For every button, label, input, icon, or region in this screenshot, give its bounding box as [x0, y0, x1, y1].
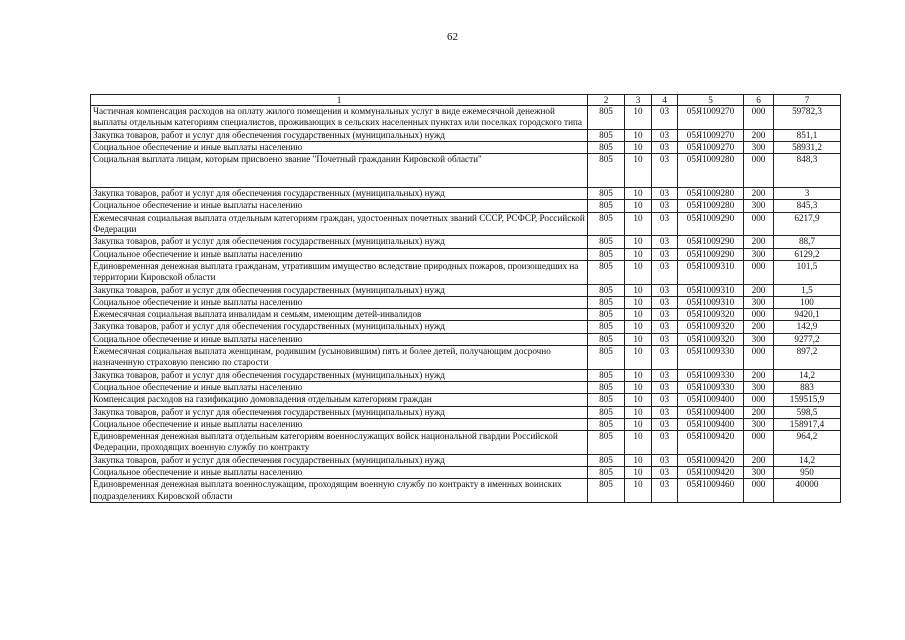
row-expense-type-cell: 200: [744, 406, 774, 418]
row-subsection-cell: 03: [652, 431, 678, 455]
row-expense-type-cell: 200: [744, 369, 774, 381]
row-amount-cell: 158917,4: [774, 418, 841, 430]
row-expense-type-cell: 300: [744, 467, 774, 479]
row-name-cell: Социальное обеспечение и иные выплаты населению: [91, 248, 588, 260]
row-name-cell: Закупка товаров, работ и услуг для обеспечения государственных (муниципальных) нужд: [91, 321, 588, 333]
row-expense-type-cell: 200: [744, 188, 774, 200]
row-section-cell: 10: [625, 321, 652, 333]
row-amount-cell: 9420,1: [774, 309, 841, 321]
row-name-cell: Закупка товаров, работ и услуг для обеспечения государственных (муниципальных) нужд: [91, 284, 588, 296]
row-section-cell: 10: [625, 467, 652, 479]
row-name-cell: Закупка товаров, работ и услуг для обеспечения государственных (муниципальных) нужд: [91, 406, 588, 418]
row-target-article-cell: 05Я1009310: [678, 284, 744, 296]
column-header-7: 7: [774, 95, 841, 106]
row-section-cell: 10: [625, 418, 652, 430]
page-number: 62: [447, 31, 458, 43]
row-admin-code-cell: 805: [588, 369, 625, 381]
row-expense-type-cell: 200: [744, 321, 774, 333]
row-section-cell: 10: [625, 346, 652, 370]
row-target-article-cell: 05Я1009420: [678, 454, 744, 466]
row-subsection-cell: 03: [652, 321, 678, 333]
row-target-article-cell: 05Я1009280: [678, 200, 744, 212]
row-admin-code-cell: 805: [588, 479, 625, 503]
budget-table: [90, 94, 841, 503]
row-name-cell: Закупка товаров, работ и услуг для обеспечения государственных (муниципальных) нужд: [91, 454, 588, 466]
row-name-cell: Единовременная денежная выплата военнослужащим, проходящим военную службу по контракту в именных воинских подразделениях Кировской области: [91, 479, 588, 503]
table-row: [91, 106, 841, 130]
row-name-cell: Социальное обеспечение и иные выплаты населению: [91, 381, 588, 393]
row-subsection-cell: 03: [652, 381, 678, 393]
row-expense-type-cell: 300: [744, 296, 774, 308]
row-amount-cell: 897,2: [774, 346, 841, 370]
row-admin-code-cell: 805: [588, 346, 625, 370]
row-name-cell: Ежемесячная социальная выплата женщинам, родившим (усыновившим) пять и более детей, получающим досрочно назначенную страховую пенсию по старости: [91, 346, 588, 370]
row-amount-cell: 142,9: [774, 321, 841, 333]
row-expense-type-cell: 000: [744, 260, 774, 284]
row-section-cell: 10: [625, 431, 652, 455]
row-name-cell: Закупка товаров, работ и услуг для обеспечения государственных (муниципальных) нужд: [91, 129, 588, 141]
row-expense-type-cell: 300: [744, 141, 774, 153]
row-expense-type-cell: 200: [744, 454, 774, 466]
row-amount-cell: 851,1: [774, 129, 841, 141]
row-subsection-cell: 03: [652, 406, 678, 418]
row-expense-type-cell: 200: [744, 129, 774, 141]
row-amount-cell: 40000: [774, 479, 841, 503]
row-amount-cell: 101,5: [774, 260, 841, 284]
table-row: [91, 260, 841, 284]
row-name-cell: Социальное обеспечение и иные выплаты населению: [91, 333, 588, 345]
row-amount-cell: 100: [774, 296, 841, 308]
row-expense-type-cell: 000: [744, 106, 774, 130]
row-section-cell: 10: [625, 309, 652, 321]
row-admin-code-cell: 805: [588, 296, 625, 308]
row-expense-type-cell: 000: [744, 479, 774, 503]
row-section-cell: 10: [625, 381, 652, 393]
table-row: [91, 248, 841, 260]
row-subsection-cell: 03: [652, 188, 678, 200]
table-row: [91, 296, 841, 308]
table-row: [91, 418, 841, 430]
row-amount-cell: 3: [774, 188, 841, 200]
row-section-cell: 10: [625, 260, 652, 284]
row-target-article-cell: 05Я1009400: [678, 406, 744, 418]
row-admin-code-cell: 805: [588, 467, 625, 479]
row-target-article-cell: 05Я1009270: [678, 106, 744, 130]
row-section-cell: 10: [625, 188, 652, 200]
row-amount-cell: 848,3: [774, 154, 841, 188]
row-expense-type-cell: 200: [744, 236, 774, 248]
column-header-1: 1: [91, 95, 588, 106]
row-target-article-cell: 05Я1009400: [678, 418, 744, 430]
row-target-article-cell: 05Я1009290: [678, 212, 744, 236]
column-header-3: 3: [625, 95, 652, 106]
row-admin-code-cell: 805: [588, 309, 625, 321]
row-target-article-cell: 05Я1009420: [678, 431, 744, 455]
row-section-cell: 10: [625, 284, 652, 296]
row-admin-code-cell: 805: [588, 381, 625, 393]
row-section-cell: 10: [625, 106, 652, 130]
row-amount-cell: 9277,2: [774, 333, 841, 345]
row-amount-cell: 14,2: [774, 369, 841, 381]
row-admin-code-cell: 805: [588, 236, 625, 248]
row-expense-type-cell: 000: [744, 309, 774, 321]
table-row: [91, 467, 841, 479]
table-row: [91, 369, 841, 381]
row-subsection-cell: 03: [652, 394, 678, 406]
table-row: [91, 406, 841, 418]
row-target-article-cell: 05Я1009460: [678, 479, 744, 503]
table-row: [91, 141, 841, 153]
row-amount-cell: 950: [774, 467, 841, 479]
row-name-cell: Единовременная денежная выплата отдельным категориям военнослужащих войск национальной гвардии Российской Федерации, проходящих военную службу по контракту: [91, 431, 588, 455]
row-admin-code-cell: 805: [588, 212, 625, 236]
row-expense-type-cell: 000: [744, 431, 774, 455]
table-row: [91, 333, 841, 345]
row-amount-cell: 59782,3: [774, 106, 841, 130]
row-name-cell: Социальное обеспечение и иные выплаты населению: [91, 200, 588, 212]
table-row: [91, 346, 841, 370]
row-target-article-cell: 05Я1009320: [678, 321, 744, 333]
row-target-article-cell: 05Я1009290: [678, 236, 744, 248]
row-subsection-cell: 03: [652, 236, 678, 248]
row-admin-code-cell: 805: [588, 200, 625, 212]
row-amount-cell: 6217,9: [774, 212, 841, 236]
row-subsection-cell: 03: [652, 212, 678, 236]
row-amount-cell: 883: [774, 381, 841, 393]
row-name-cell: Социальная выплата лицам, которым присвоено звание "Почетный гражданин Кировской области": [91, 154, 588, 188]
row-section-cell: 10: [625, 333, 652, 345]
row-admin-code-cell: 805: [588, 129, 625, 141]
row-subsection-cell: 03: [652, 309, 678, 321]
row-section-cell: 10: [625, 479, 652, 503]
row-expense-type-cell: 300: [744, 381, 774, 393]
table-body: [91, 106, 841, 503]
row-subsection-cell: 03: [652, 346, 678, 370]
row-expense-type-cell: 300: [744, 333, 774, 345]
row-expense-type-cell: 200: [744, 284, 774, 296]
row-admin-code-cell: 805: [588, 406, 625, 418]
row-admin-code-cell: 805: [588, 106, 625, 130]
row-subsection-cell: 03: [652, 454, 678, 466]
row-target-article-cell: 05Я1009310: [678, 296, 744, 308]
row-name-cell: Социальное обеспечение и иные выплаты населению: [91, 296, 588, 308]
row-subsection-cell: 03: [652, 296, 678, 308]
row-section-cell: 10: [625, 129, 652, 141]
row-admin-code-cell: 805: [588, 394, 625, 406]
table-row: [91, 129, 841, 141]
row-subsection-cell: 03: [652, 260, 678, 284]
column-header-4: 4: [652, 95, 678, 106]
row-admin-code-cell: 805: [588, 333, 625, 345]
row-subsection-cell: 03: [652, 369, 678, 381]
row-subsection-cell: 03: [652, 248, 678, 260]
row-expense-type-cell: 000: [744, 394, 774, 406]
row-subsection-cell: 03: [652, 129, 678, 141]
row-target-article-cell: 05Я1009420: [678, 467, 744, 479]
row-name-cell: Социальное обеспечение и иные выплаты населению: [91, 418, 588, 430]
row-section-cell: 10: [625, 394, 652, 406]
row-target-article-cell: 05Я1009330: [678, 381, 744, 393]
row-section-cell: 10: [625, 406, 652, 418]
row-expense-type-cell: 300: [744, 200, 774, 212]
table-row: [91, 200, 841, 212]
row-amount-cell: 14,2: [774, 454, 841, 466]
table-row: [91, 321, 841, 333]
row-admin-code-cell: 805: [588, 141, 625, 153]
row-name-cell: Компенсация расходов на газификацию домовладения отдельным категориям граждан: [91, 394, 588, 406]
row-name-cell: Закупка товаров, работ и услуг для обеспечения государственных (муниципальных) нужд: [91, 188, 588, 200]
table-row: [91, 454, 841, 466]
row-subsection-cell: 03: [652, 141, 678, 153]
row-admin-code-cell: 805: [588, 431, 625, 455]
row-name-cell: Ежемесячная социальная выплата инвалидам и семьям, имеющим детей-инвалидов: [91, 309, 588, 321]
row-name-cell: Социальное обеспечение и иные выплаты населению: [91, 141, 588, 153]
row-section-cell: 10: [625, 154, 652, 188]
row-section-cell: 10: [625, 248, 652, 260]
table-row: [91, 431, 841, 455]
row-target-article-cell: 05Я1009320: [678, 309, 744, 321]
row-target-article-cell: 05Я1009400: [678, 394, 744, 406]
row-section-cell: 10: [625, 236, 652, 248]
row-amount-cell: 964,2: [774, 431, 841, 455]
table-row: [91, 394, 841, 406]
table-row: [91, 154, 841, 188]
row-target-article-cell: 05Я1009330: [678, 346, 744, 370]
row-target-article-cell: 05Я1009320: [678, 333, 744, 345]
row-subsection-cell: 03: [652, 106, 678, 130]
row-subsection-cell: 03: [652, 418, 678, 430]
table-row: [91, 188, 841, 200]
table-row: [91, 381, 841, 393]
row-target-article-cell: 05Я1009270: [678, 129, 744, 141]
row-target-article-cell: 05Я1009290: [678, 248, 744, 260]
row-amount-cell: 159515,9: [774, 394, 841, 406]
row-amount-cell: 598,5: [774, 406, 841, 418]
row-subsection-cell: 03: [652, 284, 678, 296]
row-section-cell: 10: [625, 141, 652, 153]
row-target-article-cell: 05Я1009330: [678, 369, 744, 381]
row-admin-code-cell: 805: [588, 284, 625, 296]
row-admin-code-cell: 805: [588, 321, 625, 333]
column-header-2: 2: [588, 95, 625, 106]
row-section-cell: 10: [625, 212, 652, 236]
row-amount-cell: 845,3: [774, 200, 841, 212]
row-subsection-cell: 03: [652, 333, 678, 345]
row-name-cell: Закупка товаров, работ и услуг для обеспечения государственных (муниципальных) нужд: [91, 236, 588, 248]
row-expense-type-cell: 000: [744, 346, 774, 370]
table-row: [91, 309, 841, 321]
column-header-6: 6: [744, 95, 774, 106]
row-expense-type-cell: 000: [744, 212, 774, 236]
row-expense-type-cell: 000: [744, 154, 774, 188]
row-section-cell: 10: [625, 296, 652, 308]
row-amount-cell: 6129,2: [774, 248, 841, 260]
row-target-article-cell: 05Я1009280: [678, 188, 744, 200]
row-target-article-cell: 05Я1009280: [678, 154, 744, 188]
row-expense-type-cell: 300: [744, 418, 774, 430]
table-row: [91, 236, 841, 248]
row-admin-code-cell: 805: [588, 454, 625, 466]
row-subsection-cell: 03: [652, 154, 678, 188]
row-expense-type-cell: 300: [744, 248, 774, 260]
row-name-cell: Частичная компенсация расходов на оплату жилого помещения и коммунальных услуг в виде ежемесячной денежной выплаты отдельным категориям специалистов, проживающих в сельских населенных пунктах или поселках городского типа: [91, 106, 588, 130]
row-admin-code-cell: 805: [588, 154, 625, 188]
row-admin-code-cell: 805: [588, 418, 625, 430]
row-subsection-cell: 03: [652, 479, 678, 503]
row-admin-code-cell: 805: [588, 188, 625, 200]
row-target-article-cell: 05Я1009270: [678, 141, 744, 153]
row-admin-code-cell: 805: [588, 260, 625, 284]
row-subsection-cell: 03: [652, 200, 678, 212]
table-row: [91, 212, 841, 236]
budget-table-container: [90, 94, 840, 503]
row-subsection-cell: 03: [652, 467, 678, 479]
table-row: [91, 479, 841, 503]
row-admin-code-cell: 805: [588, 248, 625, 260]
row-name-cell: Единовременная денежная выплата гражданам, утратившим имущество вследствие природных пожаров, произошедших на территории Кировской области: [91, 260, 588, 284]
table-row: [91, 284, 841, 296]
row-amount-cell: 1,5: [774, 284, 841, 296]
column-header-5: 5: [678, 95, 744, 106]
row-amount-cell: 58931,2: [774, 141, 841, 153]
row-target-article-cell: 05Я1009310: [678, 260, 744, 284]
row-name-cell: Ежемесячная социальная выплата отдельным категориям граждан, удостоенных почетных званий СССР, РСФСР, Российской Федерации: [91, 212, 588, 236]
row-name-cell: Закупка товаров, работ и услуг для обеспечения государственных (муниципальных) нужд: [91, 369, 588, 381]
row-amount-cell: 88,7: [774, 236, 841, 248]
row-name-cell: Социальное обеспечение и иные выплаты населению: [91, 467, 588, 479]
row-section-cell: 10: [625, 200, 652, 212]
column-number-row: [91, 95, 841, 106]
row-section-cell: 10: [625, 369, 652, 381]
row-section-cell: 10: [625, 454, 652, 466]
